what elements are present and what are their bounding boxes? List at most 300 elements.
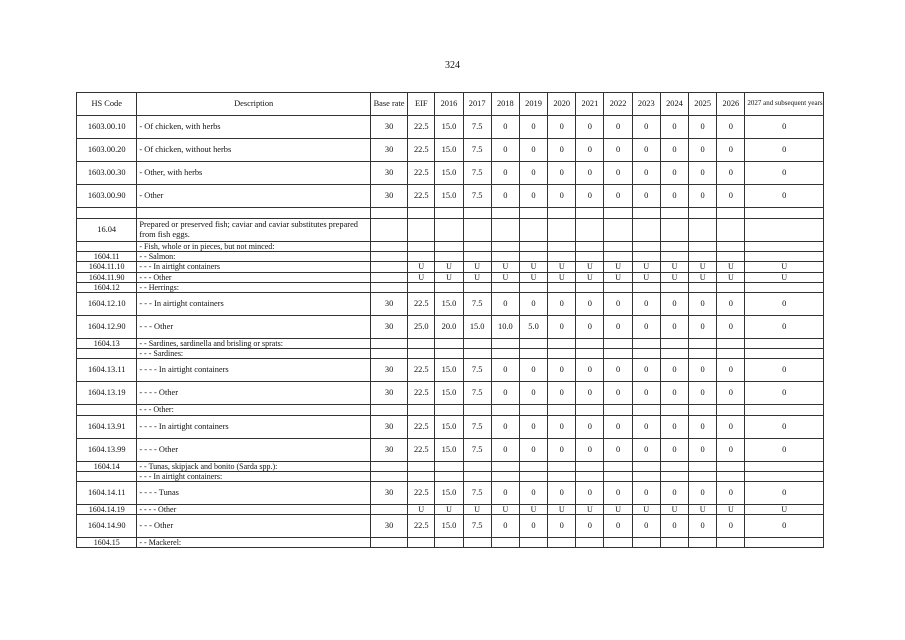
description-cell: - - Mackerel: — [137, 538, 371, 548]
rate-cell: 0 — [689, 415, 717, 438]
rate-cell: 0 — [491, 382, 519, 405]
hs-code-cell: 1604.11.90 — [77, 272, 137, 282]
rate-cell: 0 — [745, 185, 824, 208]
rate-cell — [632, 208, 660, 219]
rate-cell — [491, 219, 519, 242]
rate-cell: 0 — [519, 116, 547, 139]
rate-cell — [576, 242, 604, 252]
table-row — [77, 139, 824, 162]
rate-cell: 0 — [745, 162, 824, 185]
table-row — [77, 538, 824, 548]
description-cell: - - Sardines, sardinella and brisling or sprats: — [137, 338, 371, 348]
rate-cell — [370, 349, 407, 359]
table-row — [77, 438, 824, 461]
rate-cell: 0 — [660, 185, 688, 208]
hs-code-cell: 1604.13.91 — [77, 415, 137, 438]
rate-cell: 0 — [717, 315, 745, 338]
rate-cell: U — [548, 272, 576, 282]
rate-cell — [463, 538, 491, 548]
rate-cell — [463, 219, 491, 242]
rate-cell — [491, 538, 519, 548]
rate-cell: U — [408, 504, 435, 514]
rate-cell — [463, 349, 491, 359]
rate-cell: 0 — [491, 185, 519, 208]
rate-cell: 15.0 — [435, 139, 463, 162]
rate-cell: 0 — [717, 481, 745, 504]
rate-cell: 0 — [576, 116, 604, 139]
rate-cell: 30 — [370, 162, 407, 185]
rate-cell: 20.0 — [435, 315, 463, 338]
rate-cell — [519, 338, 547, 348]
description-cell: - Fish, whole or in pieces, but not minced: — [137, 242, 371, 252]
rate-cell: 0 — [717, 382, 745, 405]
hs-code-cell — [77, 208, 137, 219]
rate-cell — [689, 538, 717, 548]
rate-cell — [632, 282, 660, 292]
rate-cell: U — [519, 262, 547, 272]
rate-cell: 0 — [689, 292, 717, 315]
rate-cell: 0 — [604, 116, 632, 139]
column-header: 2016 — [435, 93, 463, 116]
rate-cell: 0 — [689, 116, 717, 139]
rate-cell: 30 — [370, 315, 407, 338]
rate-cell — [463, 252, 491, 262]
rate-cell: 0 — [632, 162, 660, 185]
table-row — [77, 116, 824, 139]
description-cell: - - - In airtight containers — [137, 292, 371, 315]
rate-cell — [370, 262, 407, 272]
rate-cell: 7.5 — [463, 116, 491, 139]
column-header: 2026 — [717, 93, 745, 116]
rate-cell: 22.5 — [408, 292, 435, 315]
rate-cell: U — [745, 262, 824, 272]
rate-cell: 0 — [548, 292, 576, 315]
description-cell: - - - - Other — [137, 382, 371, 405]
rate-cell — [576, 461, 604, 471]
rate-cell — [435, 405, 463, 415]
rate-cell: U — [576, 272, 604, 282]
rate-cell: 0 — [576, 359, 604, 382]
column-header: EIF — [408, 93, 435, 116]
hs-code-cell: 1604.13.19 — [77, 382, 137, 405]
description-cell — [137, 208, 371, 219]
description-cell: - - - Other — [137, 272, 371, 282]
column-header: 2025 — [689, 93, 717, 116]
rate-cell: 0 — [604, 415, 632, 438]
rate-cell — [604, 461, 632, 471]
rate-cell — [548, 338, 576, 348]
rate-cell: 0 — [491, 515, 519, 538]
table-row — [77, 471, 824, 481]
rate-cell — [604, 208, 632, 219]
rate-cell — [370, 338, 407, 348]
rate-cell: U — [576, 504, 604, 514]
rate-cell — [632, 461, 660, 471]
rate-cell: 15.0 — [435, 382, 463, 405]
rate-cell: 0 — [689, 438, 717, 461]
rate-cell: 0 — [717, 162, 745, 185]
rate-cell — [463, 338, 491, 348]
rate-cell: 0 — [519, 162, 547, 185]
rate-cell — [576, 471, 604, 481]
rate-cell: 30 — [370, 359, 407, 382]
rate-cell — [689, 349, 717, 359]
rate-cell: 22.5 — [408, 116, 435, 139]
rate-cell: 15.0 — [435, 185, 463, 208]
description-cell: - - - In airtight containers: — [137, 471, 371, 481]
rate-cell — [660, 405, 688, 415]
rate-cell — [408, 538, 435, 548]
hs-code-cell: 1603.00.10 — [77, 116, 137, 139]
description-cell: - - Tunas, skipjack and bonito (Sarda spp.): — [137, 461, 371, 471]
rate-cell: 0 — [576, 162, 604, 185]
rate-cell: U — [408, 262, 435, 272]
rate-cell: 0 — [745, 481, 824, 504]
rate-cell: 0 — [717, 185, 745, 208]
rate-cell: 30 — [370, 139, 407, 162]
rate-cell: 0 — [519, 438, 547, 461]
rate-cell: 7.5 — [463, 162, 491, 185]
rate-cell: 0 — [745, 116, 824, 139]
hs-code-cell: 1604.14.90 — [77, 515, 137, 538]
rate-cell — [576, 405, 604, 415]
rate-cell: 0 — [632, 438, 660, 461]
rate-cell — [548, 405, 576, 415]
description-cell: - - - - Other — [137, 504, 371, 514]
rate-cell — [745, 242, 824, 252]
rate-cell: U — [463, 262, 491, 272]
description-cell: - - Salmon: — [137, 252, 371, 262]
rate-cell — [745, 252, 824, 262]
table-row — [77, 349, 824, 359]
rate-cell: 0 — [604, 515, 632, 538]
rate-cell — [576, 219, 604, 242]
rate-cell — [408, 349, 435, 359]
rate-cell: 0 — [717, 415, 745, 438]
rate-cell — [548, 252, 576, 262]
rate-cell: 15.0 — [463, 315, 491, 338]
rate-cell: 22.5 — [408, 359, 435, 382]
rate-cell: 5.0 — [519, 315, 547, 338]
rate-cell: U — [689, 504, 717, 514]
rate-cell — [408, 471, 435, 481]
rate-cell: U — [491, 262, 519, 272]
description-cell: - - - Other — [137, 515, 371, 538]
rate-cell: U — [463, 504, 491, 514]
rate-cell: 22.5 — [408, 515, 435, 538]
hs-code-cell — [77, 242, 137, 252]
rate-cell: 7.5 — [463, 415, 491, 438]
rate-cell: 7.5 — [463, 438, 491, 461]
rate-cell: 0 — [717, 438, 745, 461]
rate-cell: 10.0 — [491, 315, 519, 338]
rate-cell: 0 — [632, 415, 660, 438]
rate-cell: 0 — [632, 382, 660, 405]
rate-cell: 0 — [604, 162, 632, 185]
description-cell: - - Herrings: — [137, 282, 371, 292]
rate-cell: 0 — [689, 315, 717, 338]
rate-cell — [689, 461, 717, 471]
description-cell: - Other — [137, 185, 371, 208]
page-number: 324 — [445, 60, 460, 71]
rate-cell: 0 — [548, 438, 576, 461]
table-row — [77, 382, 824, 405]
rate-cell — [604, 349, 632, 359]
rate-cell: 0 — [604, 481, 632, 504]
table-row — [77, 262, 824, 272]
rate-cell: 7.5 — [463, 139, 491, 162]
rate-cell — [660, 208, 688, 219]
rate-cell — [435, 219, 463, 242]
rate-cell: 0 — [576, 292, 604, 315]
rate-cell: U — [604, 272, 632, 282]
rate-cell: 0 — [576, 415, 604, 438]
rate-cell: 15.0 — [435, 481, 463, 504]
table-row — [77, 185, 824, 208]
rate-cell: 0 — [604, 139, 632, 162]
rate-cell: 30 — [370, 382, 407, 405]
rate-cell — [370, 504, 407, 514]
rate-cell — [370, 242, 407, 252]
rate-cell — [632, 538, 660, 548]
rate-cell: 0 — [689, 382, 717, 405]
rate-cell — [435, 538, 463, 548]
rate-cell — [745, 349, 824, 359]
rate-cell — [717, 461, 745, 471]
rate-cell — [491, 252, 519, 262]
rate-cell: 15.0 — [435, 515, 463, 538]
rate-cell — [491, 242, 519, 252]
rate-cell: 0 — [519, 481, 547, 504]
rate-cell — [717, 338, 745, 348]
column-header: 2017 — [463, 93, 491, 116]
rate-cell: 30 — [370, 481, 407, 504]
rate-cell — [463, 471, 491, 481]
rate-cell: U — [717, 272, 745, 282]
rate-cell — [604, 338, 632, 348]
table-row — [77, 315, 824, 338]
column-header: 2021 — [576, 93, 604, 116]
rate-cell: 0 — [576, 481, 604, 504]
rate-cell: 0 — [689, 359, 717, 382]
rate-cell: 0 — [548, 315, 576, 338]
rate-cell: U — [548, 504, 576, 514]
rate-cell — [632, 338, 660, 348]
hs-code-cell — [77, 405, 137, 415]
rate-cell — [576, 338, 604, 348]
table-row — [77, 272, 824, 282]
hs-code-cell: 1604.11.10 — [77, 262, 137, 272]
rate-cell — [576, 208, 604, 219]
rate-cell: 15.0 — [435, 162, 463, 185]
rate-cell — [632, 471, 660, 481]
rate-cell — [435, 208, 463, 219]
hs-code-cell: 1604.14 — [77, 461, 137, 471]
rate-cell: U — [660, 262, 688, 272]
rate-cell: 0 — [604, 382, 632, 405]
rate-cell — [717, 242, 745, 252]
rate-cell — [435, 461, 463, 471]
rate-cell: 7.5 — [463, 359, 491, 382]
column-header: Base rate — [370, 93, 407, 116]
rate-cell: 0 — [660, 515, 688, 538]
rate-cell: 0 — [689, 139, 717, 162]
description-cell: Prepared or preserved fish; caviar and caviar substitutes prepared from fish eggs. — [137, 219, 371, 242]
column-header: 2020 — [548, 93, 576, 116]
rate-cell: U — [604, 262, 632, 272]
rate-cell — [660, 282, 688, 292]
rate-cell: 0 — [717, 139, 745, 162]
rate-cell: 0 — [717, 359, 745, 382]
rate-cell — [604, 219, 632, 242]
rate-cell: U — [435, 504, 463, 514]
rate-cell: 0 — [576, 382, 604, 405]
rate-cell — [717, 349, 745, 359]
hs-code-cell — [77, 471, 137, 481]
rate-cell: 15.0 — [435, 415, 463, 438]
rate-cell — [717, 471, 745, 481]
rate-cell: 0 — [745, 359, 824, 382]
rate-cell — [576, 252, 604, 262]
rate-cell: 30 — [370, 116, 407, 139]
rate-cell: 15.0 — [435, 438, 463, 461]
rate-cell: 0 — [745, 139, 824, 162]
rate-cell — [604, 282, 632, 292]
column-header: HS Code — [77, 93, 137, 116]
rate-cell: 0 — [660, 139, 688, 162]
rate-cell — [435, 282, 463, 292]
rate-cell: 22.5 — [408, 185, 435, 208]
rate-cell — [491, 338, 519, 348]
rate-cell: 0 — [689, 481, 717, 504]
rate-cell — [717, 208, 745, 219]
rate-cell — [717, 219, 745, 242]
rate-cell: 0 — [576, 185, 604, 208]
rate-cell — [463, 242, 491, 252]
rate-cell: U — [632, 504, 660, 514]
rate-cell: 0 — [689, 185, 717, 208]
rate-cell: 22.5 — [408, 438, 435, 461]
rate-cell — [408, 252, 435, 262]
rate-cell: 0 — [745, 415, 824, 438]
table-row — [77, 282, 824, 292]
rate-cell: 0 — [548, 382, 576, 405]
rate-cell — [745, 538, 824, 548]
rate-cell: 30 — [370, 185, 407, 208]
description-cell: - - - Sardines: — [137, 349, 371, 359]
hs-code-cell: 1603.00.30 — [77, 162, 137, 185]
rate-cell: 0 — [491, 162, 519, 185]
rate-cell: 0 — [548, 162, 576, 185]
rate-cell: U — [717, 262, 745, 272]
rate-cell: 7.5 — [463, 185, 491, 208]
rate-cell: 0 — [519, 382, 547, 405]
rate-cell — [370, 219, 407, 242]
rate-cell — [408, 282, 435, 292]
rate-cell: 22.5 — [408, 162, 435, 185]
rate-cell — [408, 338, 435, 348]
rate-cell — [745, 338, 824, 348]
hs-code-cell: 1603.00.20 — [77, 139, 137, 162]
table-row — [77, 515, 824, 538]
rate-cell — [548, 461, 576, 471]
rate-cell: U — [632, 272, 660, 282]
rate-cell — [660, 349, 688, 359]
rate-cell — [370, 471, 407, 481]
rate-cell: U — [745, 504, 824, 514]
rate-cell: 7.5 — [463, 292, 491, 315]
rate-cell: 0 — [604, 359, 632, 382]
rate-cell — [689, 405, 717, 415]
hs-code-cell: 1604.11 — [77, 252, 137, 262]
rate-cell: 0 — [660, 359, 688, 382]
rate-cell: 0 — [632, 481, 660, 504]
rate-cell: U — [463, 272, 491, 282]
rate-cell — [576, 349, 604, 359]
rate-cell — [632, 349, 660, 359]
rate-cell — [576, 282, 604, 292]
rate-cell: 0 — [491, 481, 519, 504]
hs-code-cell: 1603.00.90 — [77, 185, 137, 208]
hs-code-cell: 1604.14.11 — [77, 481, 137, 504]
rate-cell: 0 — [660, 382, 688, 405]
rate-cell: 0 — [689, 162, 717, 185]
rate-cell — [408, 208, 435, 219]
description-cell: - - - Other — [137, 315, 371, 338]
rate-cell — [519, 208, 547, 219]
rate-cell — [519, 282, 547, 292]
rate-cell: 0 — [745, 315, 824, 338]
rate-cell: 0 — [491, 139, 519, 162]
rate-cell: 0 — [519, 292, 547, 315]
rate-cell — [689, 471, 717, 481]
rate-cell — [491, 405, 519, 415]
description-cell: - - - Other: — [137, 405, 371, 415]
rate-cell — [689, 282, 717, 292]
rate-cell: 0 — [632, 292, 660, 315]
rate-cell: U — [660, 504, 688, 514]
rate-cell — [717, 282, 745, 292]
rate-cell: 0 — [576, 515, 604, 538]
rate-cell — [576, 538, 604, 548]
rate-cell — [548, 471, 576, 481]
table-row — [77, 338, 824, 348]
rate-cell: 0 — [576, 139, 604, 162]
rate-cell — [519, 471, 547, 481]
rate-cell — [548, 538, 576, 548]
rate-cell — [491, 349, 519, 359]
rate-cell — [632, 219, 660, 242]
rate-cell — [689, 242, 717, 252]
rate-cell — [548, 242, 576, 252]
rate-cell: 7.5 — [463, 515, 491, 538]
rate-cell — [717, 252, 745, 262]
rate-cell: U — [491, 504, 519, 514]
rate-cell — [745, 219, 824, 242]
table-row — [77, 405, 824, 415]
rate-cell — [491, 471, 519, 481]
rate-cell — [463, 461, 491, 471]
rate-cell: 0 — [491, 359, 519, 382]
rate-cell: 22.5 — [408, 139, 435, 162]
table-row — [77, 415, 824, 438]
rate-cell: 0 — [660, 481, 688, 504]
rate-cell: U — [745, 272, 824, 282]
rate-cell: U — [576, 262, 604, 272]
rate-cell: 0 — [745, 515, 824, 538]
rate-cell — [632, 242, 660, 252]
description-cell: - - - - Tunas — [137, 481, 371, 504]
